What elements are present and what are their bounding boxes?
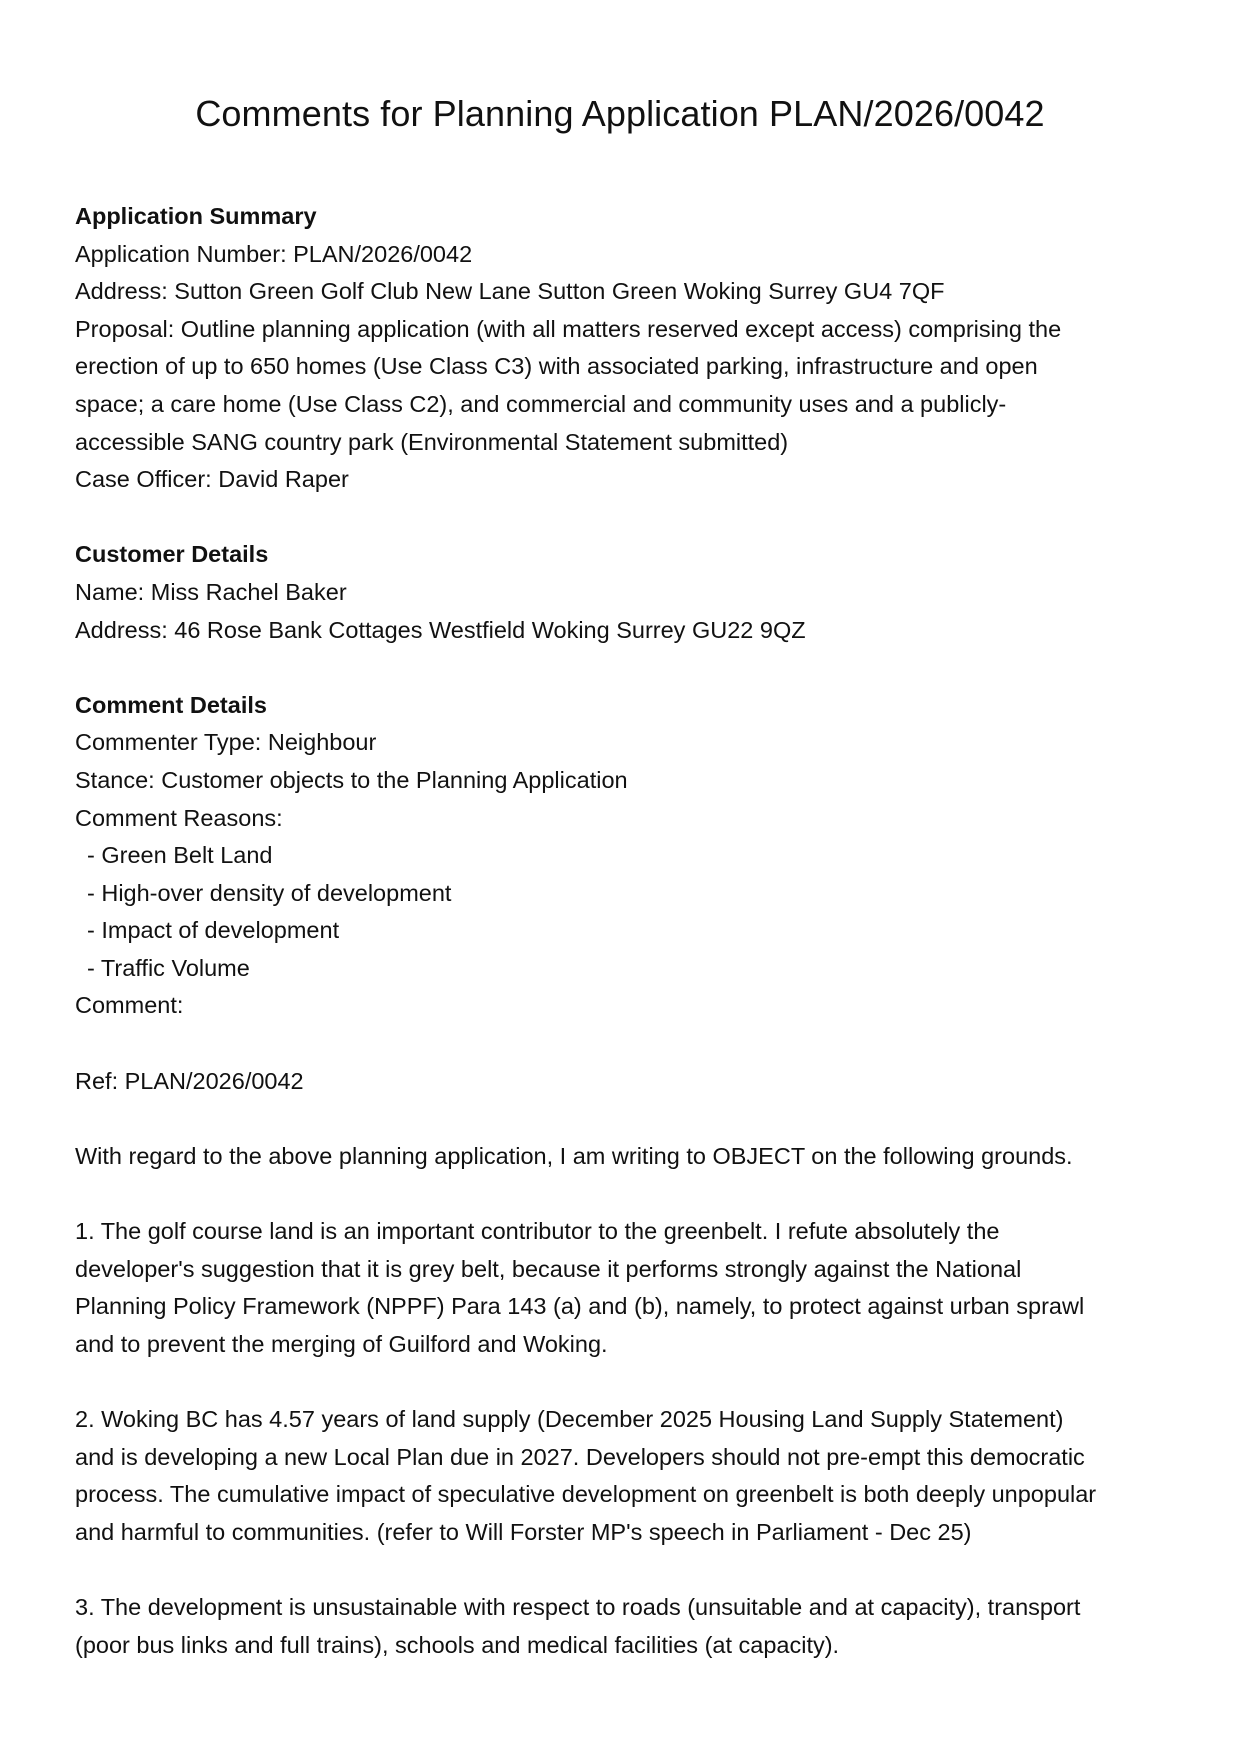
comment-point-line: (poor bus links and full trains), schools and medical facilities (at capacity). [75, 1631, 840, 1658]
comment-point-line: and to prevent the merging of Guilford and Woking. [75, 1330, 608, 1357]
comment-point-line: developer's suggestion that it is grey belt, because it performs strongly against the National [75, 1255, 1022, 1282]
case-officer: Case Officer: David Raper [75, 466, 349, 493]
customer-details-heading: Customer Details [75, 541, 269, 568]
comment-point-line: Planning Policy Framework (NPPF) Para 143 (a) and (b), namely, to protect against urban sprawl [75, 1293, 1085, 1320]
application-summary-heading: Application Summary [75, 203, 317, 229]
comment-details-section [75, 687, 1185, 1664]
customer-name: Name: Miss Rachel Baker [75, 578, 347, 605]
paragraph-spacer [75, 1363, 1185, 1401]
comment-reason-item: - Impact of development [87, 917, 340, 944]
section-spacer [75, 649, 1185, 687]
customer-address: Address: 46 Rose Bank Cottages Westfield Woking Surrey GU22 9QZ [75, 616, 806, 643]
comment-label: Comment: [75, 992, 184, 1019]
comment-ref: Ref: PLAN/2026/0042 [75, 1067, 304, 1094]
comment-point-line: 1. The golf course land is an important contributor to the greenbelt. I refute absolutely the [75, 1218, 1000, 1245]
comment-intro: With regard to the above planning application, I am writing to OBJECT on the following grounds. [75, 1142, 1073, 1169]
comment-point-line: 3. The development is unsustainable with respect to roads (unsuitable and at capacity), transport [75, 1593, 1081, 1620]
commenter-type: Commenter Type: Neighbour [75, 729, 377, 756]
page-title: Comments for Planning Application PLAN/2026/0042 [195, 93, 1045, 134]
proposal-line: space; a care home (Use Class C2), and commercial and community uses and a publicly- [75, 390, 1007, 417]
application-address: Address: Sutton Green Golf Club New Lane Sutton Green Woking Surrey GU4 7QF [75, 278, 945, 305]
comment-point-1 [75, 1213, 1185, 1363]
proposal-line: Proposal: Outline planning application (with all matters reserved except access) comprising the [75, 315, 1062, 342]
comment-point-2 [75, 1401, 1185, 1551]
comment-point-line: and harmful to communities. (refer to Will Forster MP's speech in Parliament - Dec 25) [75, 1518, 972, 1545]
proposal-line: accessible SANG country park (Environmental Statement submitted) [75, 428, 789, 455]
comment-reasons-label: Comment Reasons: [75, 804, 283, 831]
comment-reason-item: - High-over density of development [87, 879, 452, 906]
application-number: Application Number: PLAN/2026/0042 [75, 240, 473, 267]
paragraph-spacer [75, 1100, 1185, 1138]
paragraph-spacer [75, 1025, 1185, 1063]
proposal-line: erection of up to 650 homes (Use Class C3) with associated parking, infrastructure and open [75, 353, 1038, 380]
document-body [75, 198, 1185, 1664]
stance: Stance: Customer objects to the Planning Application [75, 766, 628, 793]
comment-point-line: and is developing a new Local Plan due in 2027. Developers should not pre-empt this democratic [75, 1443, 1085, 1470]
comment-reason-item: - Green Belt Land [87, 842, 273, 869]
paragraph-spacer [75, 1175, 1185, 1213]
comment-details-heading: Comment Details [75, 691, 267, 718]
comment-point-3 [75, 1589, 1185, 1664]
section-spacer [75, 499, 1185, 537]
comment-point-line: 2. Woking BC has 4.57 years of land supply (December 2025 Housing Land Supply Statement) [75, 1406, 1064, 1432]
comment-reason-item: - Traffic Volume [87, 954, 250, 981]
paragraph-spacer [75, 1551, 1185, 1589]
comment-point-line: process. The cumulative impact of speculative development on greenbelt is both deeply unpopular [75, 1481, 1097, 1508]
customer-details-section [75, 536, 1185, 649]
application-summary-section [75, 198, 1185, 499]
